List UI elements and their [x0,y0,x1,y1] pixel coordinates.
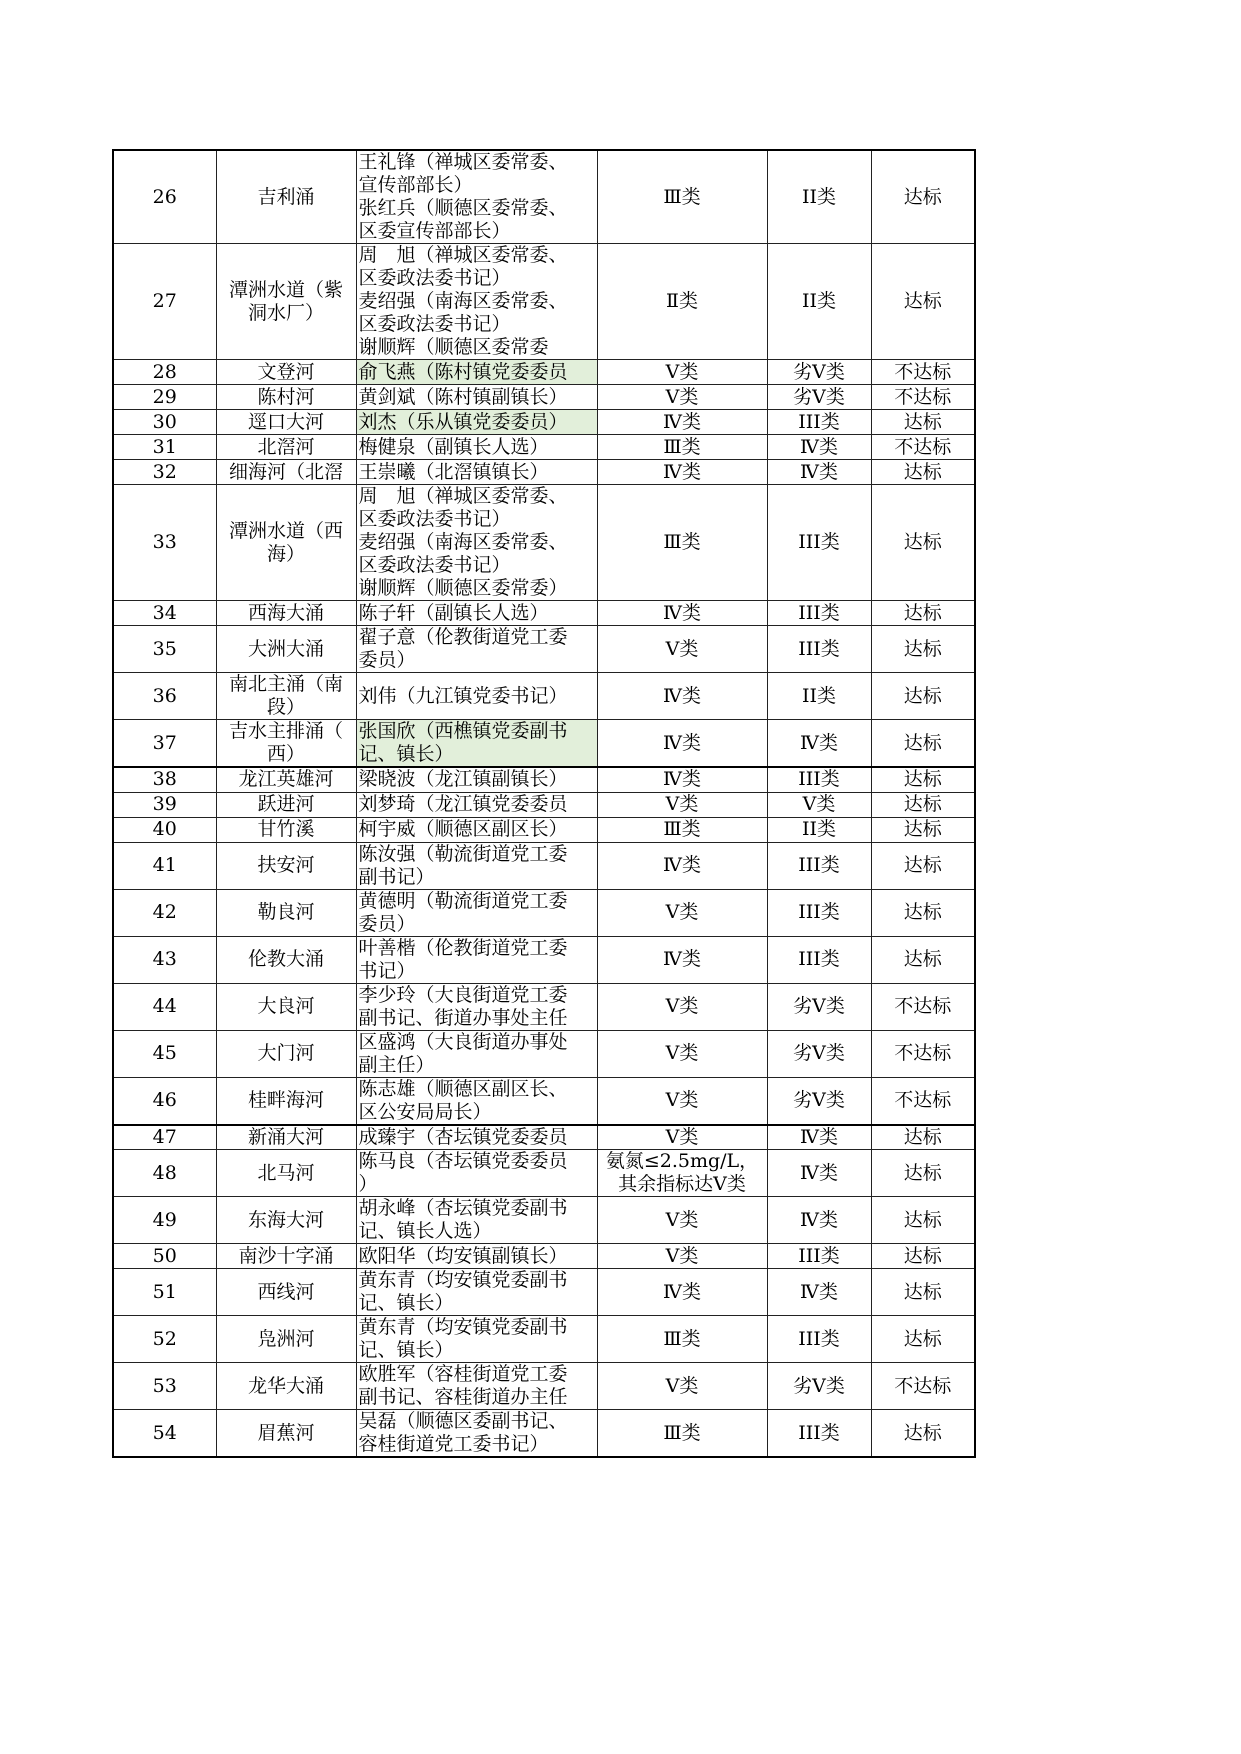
table-row [113,385,975,410]
status-cell: 达标 [871,626,975,673]
river-name-cell: 潭洲水道（西 海） [216,485,356,601]
target-class-cell: Ⅴ类 [597,360,767,385]
river-chief-cell: 欧阳华（均安镇副镇长） [356,1244,597,1269]
table-row [113,983,975,1030]
status-cell: 达标 [871,936,975,983]
river-name-cell: 西线河 [216,1269,356,1316]
table-row [113,842,975,889]
river-chief-cell: 吴磊（顺德区委副书记、 容桂街道党工委书记） [356,1410,597,1458]
current-class-cell: Ⅳ类 [767,1125,871,1150]
row-number-cell: 42 [113,889,216,936]
target-class-cell: Ⅳ类 [597,460,767,485]
status-cell: 达标 [871,720,975,768]
river-chief-cell: 陈马良（杏坛镇党委委员 ） [356,1150,597,1197]
row-number-cell: 50 [113,1244,216,1269]
status-cell: 达标 [871,410,975,435]
river-chief-cell: 成臻宇（杏坛镇党委委员 [356,1125,597,1150]
status-cell: 达标 [871,842,975,889]
current-class-cell: 劣Ⅴ类 [767,983,871,1030]
target-class-cell: Ⅲ类 [597,485,767,601]
river-chief-cell: 刘梦琦（龙江镇党委委员 [356,792,597,817]
current-class-cell: III类 [767,842,871,889]
table-row [113,1077,975,1125]
status-cell: 达标 [871,150,975,244]
river-chief-cell: 柯宇威（顺德区副区长） [356,817,597,842]
river-name-cell: 桂畔海河 [216,1077,356,1125]
target-class-cell: Ⅴ类 [597,626,767,673]
current-class-cell: Ⅳ类 [767,435,871,460]
river-name-cell: 龙华大涌 [216,1363,356,1410]
table-row [113,1269,975,1316]
river-name-cell: 凫洲河 [216,1316,356,1363]
river-name-cell: 甘竹溪 [216,817,356,842]
status-cell: 不达标 [871,435,975,460]
river-name-cell: 扶安河 [216,842,356,889]
current-class-cell: 劣Ⅴ类 [767,1077,871,1125]
current-class-cell: III类 [767,1244,871,1269]
target-class-cell: Ⅲ类 [597,435,767,460]
current-class-cell: 劣Ⅴ类 [767,1030,871,1077]
status-cell: 达标 [871,1197,975,1244]
target-class-cell: 氨氮≤2.5mg/L， 其余指标达Ⅴ类 [597,1150,767,1197]
current-class-cell: Ⅳ类 [767,1269,871,1316]
river-name-cell: 陈村河 [216,385,356,410]
target-class-cell: Ⅴ类 [597,1363,767,1410]
river-chief-cell: 王礼锋（禅城区委常委、 宣传部部长） 张红兵（顺德区委常委、 区委宣传部部长） [356,150,597,244]
status-cell: 达标 [871,1244,975,1269]
river-name-cell: 吉水主排涌（ 西） [216,720,356,768]
table-row [113,601,975,626]
current-class-cell: III类 [767,410,871,435]
target-class-cell: Ⅳ类 [597,1269,767,1316]
table-row [113,460,975,485]
river-name-cell: 文登河 [216,360,356,385]
river-chief-cell: 刘伟（九江镇党委书记） [356,673,597,720]
row-number-cell: 26 [113,150,216,244]
row-number-cell: 35 [113,626,216,673]
river-chief-cell: 梅健泉（副镇长人选） [356,435,597,460]
table-row [113,485,975,601]
status-cell: 达标 [871,792,975,817]
row-number-cell: 46 [113,1077,216,1125]
target-class-cell: Ⅴ类 [597,1077,767,1125]
row-number-cell: 31 [113,435,216,460]
river-chief-cell: 陈志雄（顺德区副区长、 区公安局局长） [356,1077,597,1125]
row-number-cell: 52 [113,1316,216,1363]
table-row [113,626,975,673]
target-class-cell: Ⅴ类 [597,1030,767,1077]
status-cell: 达标 [871,817,975,842]
river-name-cell: 大门河 [216,1030,356,1077]
river-name-cell: 跃进河 [216,792,356,817]
river-chief-cell: 胡永峰（杏坛镇党委副书 记、镇长人选） [356,1197,597,1244]
status-cell: 达标 [871,767,975,792]
table-row [113,360,975,385]
current-class-cell: II类 [767,244,871,360]
river-chief-cell: 黄东青（均安镇党委副书 记、镇长） [356,1269,597,1316]
target-class-cell: Ⅳ类 [597,410,767,435]
current-class-cell: Ⅳ类 [767,460,871,485]
table-row [113,244,975,360]
row-number-cell: 53 [113,1363,216,1410]
status-cell: 达标 [871,1150,975,1197]
target-class-cell: Ⅱ类 [597,244,767,360]
row-number-cell: 51 [113,1269,216,1316]
row-number-cell: 28 [113,360,216,385]
row-number-cell: 36 [113,673,216,720]
row-number-cell: 29 [113,385,216,410]
row-number-cell: 34 [113,601,216,626]
table-row [113,1244,975,1269]
current-class-cell: 劣Ⅴ类 [767,1363,871,1410]
current-class-cell: Ⅳ类 [767,720,871,768]
table-row [113,889,975,936]
row-number-cell: 27 [113,244,216,360]
table-row [113,792,975,817]
target-class-cell: Ⅳ类 [597,601,767,626]
river-chief-cell: 周 旭（禅城区委常委、 区委政法委书记） 麦绍强（南海区委常委、 区委政法委书记） 谢顺辉（顺德区委常委 [356,244,597,360]
river-chief-cell: 张国欣（西樵镇党委副书 记、镇长） [356,720,597,768]
target-class-cell: Ⅴ类 [597,1125,767,1150]
target-class-cell: Ⅴ类 [597,1244,767,1269]
table-row [113,1125,975,1150]
current-class-cell: Ⅴ类 [767,792,871,817]
status-cell: 达标 [871,1410,975,1458]
river-name-cell: 眉蕉河 [216,1410,356,1458]
target-class-cell: Ⅳ类 [597,936,767,983]
river-name-cell: 南沙十字涌 [216,1244,356,1269]
river-name-cell: 伦教大涌 [216,936,356,983]
row-number-cell: 38 [113,767,216,792]
status-cell: 达标 [871,244,975,360]
river-chief-table [112,149,976,1458]
river-chief-cell: 区盛鸿（大良街道办事处 副主任） [356,1030,597,1077]
river-chief-cell: 黄剑斌（陈村镇副镇长） [356,385,597,410]
river-chief-cell: 翟子意（伦教街道党工委 委员） [356,626,597,673]
row-number-cell: 32 [113,460,216,485]
row-number-cell: 49 [113,1197,216,1244]
status-cell: 达标 [871,460,975,485]
river-name-cell: 南北主涌（南 段） [216,673,356,720]
table-row [113,1316,975,1363]
river-chief-cell: 黄德明（勒流街道党工委 委员） [356,889,597,936]
river-chief-cell: 欧胜军（容桂街道党工委 副书记、容桂街道办主任 [356,1363,597,1410]
current-class-cell: 劣Ⅴ类 [767,385,871,410]
table-row [113,936,975,983]
river-name-cell: 大良河 [216,983,356,1030]
table-row [113,410,975,435]
current-class-cell: II类 [767,673,871,720]
river-name-cell: 龙江英雄河 [216,767,356,792]
river-name-cell: 北马河 [216,1150,356,1197]
table-row [113,720,975,768]
river-chief-cell: 梁晓波（龙江镇副镇长） [356,767,597,792]
river-name-cell: 东海大河 [216,1197,356,1244]
target-class-cell: Ⅴ类 [597,792,767,817]
target-class-cell: Ⅴ类 [597,1197,767,1244]
river-chief-cell: 刘杰（乐从镇党委委员） [356,410,597,435]
river-name-cell: 西海大涌 [216,601,356,626]
target-class-cell: Ⅴ类 [597,983,767,1030]
target-class-cell: Ⅴ类 [597,385,767,410]
river-chief-cell: 陈子轩（副镇长人选） [356,601,597,626]
river-chief-cell: 黄东青（均安镇党委副书 记、镇长） [356,1316,597,1363]
target-class-cell: Ⅳ类 [597,673,767,720]
current-class-cell: III类 [767,936,871,983]
river-name-cell: 逕口大河 [216,410,356,435]
row-number-cell: 30 [113,410,216,435]
river-chief-cell: 陈汝强（勒流街道党工委 副书记） [356,842,597,889]
river-chief-cell: 周 旭（禅城区委常委、 区委政法委书记） 麦绍强（南海区委常委、 区委政法委书记） 谢顺辉（顺德区委常委） [356,485,597,601]
table-row [113,1197,975,1244]
status-cell: 达标 [871,889,975,936]
row-number-cell: 47 [113,1125,216,1150]
target-class-cell: Ⅲ类 [597,817,767,842]
current-class-cell: 劣Ⅴ类 [767,360,871,385]
status-cell: 不达标 [871,1030,975,1077]
table-row [113,1150,975,1197]
river-name-cell: 大洲大涌 [216,626,356,673]
row-number-cell: 44 [113,983,216,1030]
target-class-cell: Ⅲ类 [597,150,767,244]
row-number-cell: 43 [113,936,216,983]
target-class-cell: Ⅲ类 [597,1410,767,1458]
table-row [113,767,975,792]
current-class-cell: II类 [767,817,871,842]
river-chief-cell: 李少玲（大良街道党工委 副书记、街道办事处主任 [356,983,597,1030]
river-chief-cell: 叶善楷（伦教街道党工委 书记） [356,936,597,983]
table-row [113,817,975,842]
row-number-cell: 45 [113,1030,216,1077]
river-name-cell: 吉利涌 [216,150,356,244]
current-class-cell: III类 [767,485,871,601]
target-class-cell: Ⅳ类 [597,842,767,889]
current-class-cell: III类 [767,767,871,792]
current-class-cell: III类 [767,1316,871,1363]
table-row [113,1410,975,1458]
current-class-cell: II类 [767,150,871,244]
river-chief-cell: 王崇曦（北滘镇镇长） [356,460,597,485]
table-row [113,673,975,720]
current-class-cell: III类 [767,1410,871,1458]
current-class-cell: Ⅳ类 [767,1150,871,1197]
row-number-cell: 39 [113,792,216,817]
status-cell: 达标 [871,1269,975,1316]
status-cell: 达标 [871,485,975,601]
river-chief-cell: 俞飞燕（陈村镇党委委员 [356,360,597,385]
river-name-cell: 潭洲水道（紫 洞水厂） [216,244,356,360]
row-number-cell: 40 [113,817,216,842]
river-name-cell: 细海河（北滘 [216,460,356,485]
river-name-cell: 勒良河 [216,889,356,936]
status-cell: 达标 [871,601,975,626]
row-number-cell: 48 [113,1150,216,1197]
row-number-cell: 41 [113,842,216,889]
row-number-cell: 37 [113,720,216,768]
river-name-cell: 新涌大河 [216,1125,356,1150]
current-class-cell: Ⅳ类 [767,1197,871,1244]
status-cell: 不达标 [871,360,975,385]
status-cell: 达标 [871,1316,975,1363]
table-row [113,1363,975,1410]
current-class-cell: III类 [767,626,871,673]
table-row [113,1030,975,1077]
status-cell: 不达标 [871,1363,975,1410]
status-cell: 不达标 [871,983,975,1030]
target-class-cell: Ⅳ类 [597,720,767,768]
table-row [113,150,975,244]
row-number-cell: 33 [113,485,216,601]
target-class-cell: Ⅲ类 [597,1316,767,1363]
status-cell: 不达标 [871,1077,975,1125]
current-class-cell: III类 [767,889,871,936]
table-body [113,150,975,1457]
row-number-cell: 54 [113,1410,216,1458]
status-cell: 达标 [871,1125,975,1150]
table-row [113,435,975,460]
target-class-cell: Ⅴ类 [597,889,767,936]
target-class-cell: Ⅳ类 [597,767,767,792]
current-class-cell: III类 [767,601,871,626]
river-name-cell: 北滘河 [216,435,356,460]
status-cell: 达标 [871,673,975,720]
status-cell: 不达标 [871,385,975,410]
